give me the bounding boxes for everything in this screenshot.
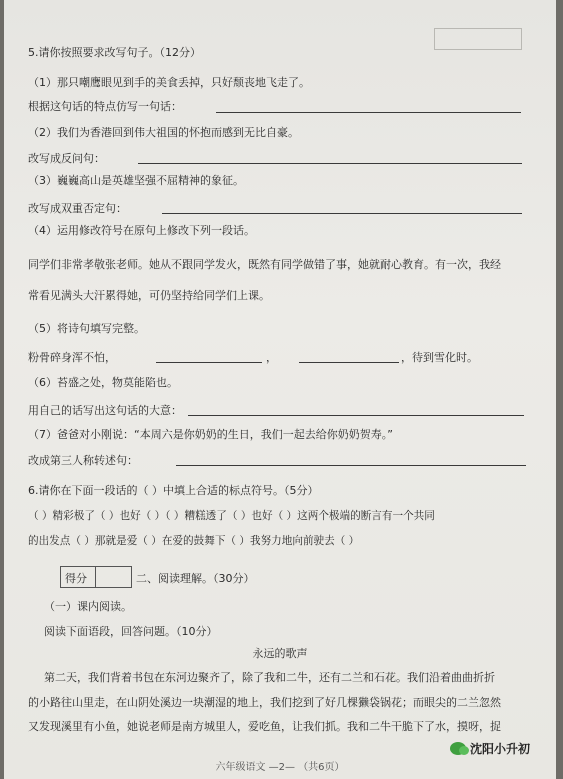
exam-sheet: [4, 0, 556, 779]
passage-p2: 的小路往山里走，在山阴处溪边一块潮湿的地上，我们挖到了好几棵獭袋锅花；而眼尖的二兰忽然: [28, 696, 501, 709]
q5-s4-p1: 同学们非常孝敬张老师。她从不跟同学发火，既然有同学做错了事，她就耐心教育。有一次，我经: [28, 258, 501, 271]
q5-s5-sep: ，: [266, 351, 277, 364]
q5-s1: （1）那只嘲鹰眼见到手的美食丢掉，只好颓丧地飞走了。: [28, 76, 310, 89]
q5-s4: （4）运用修改符号在原句上修改下列一段话。: [28, 224, 255, 237]
q5-title: 5.请你按照要求改写句子。（12分）: [28, 46, 201, 59]
watermark: [450, 740, 530, 757]
q5-s5-a: 粉骨碎身浑不怕，: [28, 351, 116, 364]
passage-title: 永远的歌声: [252, 647, 308, 660]
answer-line[interactable]: [216, 100, 521, 113]
score-box-divider: [95, 567, 96, 587]
wechat-icon: [450, 742, 466, 755]
q5-s4-p2: 常看见满头大汗累得她，可仍坚持给同学们上课。: [28, 289, 270, 302]
page-footer: 六年级语文 —2— （共6页）: [215, 762, 345, 773]
q5-s7-task: 改成第三人称转述句：: [28, 454, 138, 467]
q5-s5-b: ，待到雪化时。: [401, 351, 478, 364]
q5-s2-task: 改写成反问句：: [28, 152, 105, 165]
q5-s2: （2）我们为香港回到伟大祖国的怀抱而感到无比自豪。: [28, 126, 299, 139]
answer-line[interactable]: [162, 201, 522, 214]
section2-sub1: （一）课内阅读。: [44, 600, 132, 613]
q5-s6: （6）苔盛之处，物莫能陷也。: [28, 376, 178, 389]
passage-p3: 又发现溪里有小鱼，她说老师是南方城里人，爱吃鱼，让我们抓。我和二牛干脆下了水，摸呀，捉: [28, 720, 501, 733]
corner-score-box: [434, 28, 522, 50]
answer-line[interactable]: [299, 350, 399, 363]
score-box: [60, 566, 132, 588]
answer-line[interactable]: [188, 403, 524, 416]
q5-s5: （5）将诗句填写完整。: [28, 322, 145, 335]
q6-title: 6.请你在下面一段话的（ ）中填上合适的标点符号。（5分）: [28, 484, 319, 497]
passage-p1: 第二天，我们背着书包在东河边聚齐了，除了我和二牛，还有二兰和石花。我们沿着曲曲折折: [44, 671, 495, 684]
q6-line2: 的出发点（ ）那就是爱（ ）在爱的鼓舞下（ ）我努力地向前驶去（ ）: [28, 535, 360, 547]
q6-line1: （ ）精彩极了（ ）也好（ ）（ ）糟糕透了（ ）也好（ ）这两个极端的断言有一个共同: [28, 510, 435, 522]
bleed-through-text: [304, 30, 524, 350]
section2-task: 阅读下面语段，回答问题。（10分）: [44, 625, 218, 638]
answer-line[interactable]: [176, 453, 526, 466]
q5-s1-task: 根据这句话的特点仿写一句话：: [28, 100, 182, 113]
answer-line[interactable]: [156, 350, 262, 363]
q5-s7: （7）爸爸对小刚说：“本周六是你奶奶的生日，我们一起去给你奶奶贺寿。”: [28, 428, 393, 441]
q5-s3-task: 改写成双重否定句：: [28, 202, 127, 215]
section2-title: 二、阅读理解。（30分）: [136, 572, 255, 585]
answer-line[interactable]: [138, 151, 522, 164]
q5-s6-task: 用自己的话写出这句话的大意：: [28, 404, 182, 417]
q5-s3: （3）巍巍高山是英雄坚强不屈精神的象征。: [28, 174, 244, 187]
watermark-text: 沈阳小升初: [470, 742, 531, 756]
score-label: 得分: [65, 572, 87, 585]
